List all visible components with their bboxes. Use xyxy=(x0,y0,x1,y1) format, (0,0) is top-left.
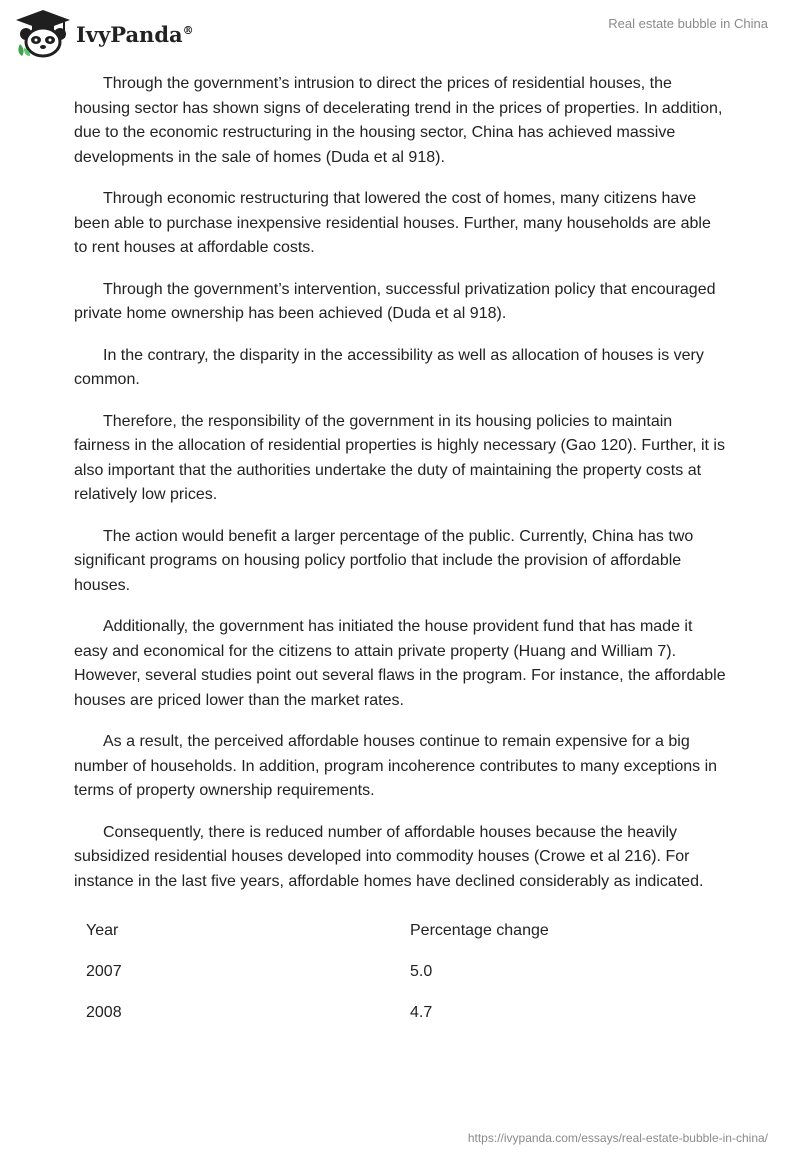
document-title: Real estate bubble in China xyxy=(608,16,768,31)
table-cell-year: 2007 xyxy=(86,962,122,980)
paragraph: Through the government’s intrusion to direct the prices of residential houses, the housing sector has shown signs of decelerating trend in the prices of properties. In addition, due to the economic restructuring in the housing sector, China has achieved massive developments in the sale of homes (Duda et al 918). xyxy=(74,75,723,166)
table-header-row xyxy=(74,910,726,951)
paragraph: Therefore, the responsibility of the government in its housing policies to maintain fairness in the allocation of residential properties is highly necessary (Gao 120). Further, it is also important that the authorities undertake the duty of maintaining the property costs at relatively low prices. xyxy=(74,412,725,503)
table-cell-year: 2008 xyxy=(86,1003,122,1021)
paragraph: The action would benefit a larger percentage of the public. Currently, China has two significant programs on housing policy portfolio that include the provision of affordable houses. xyxy=(74,527,694,594)
table-cell-percentage: 4.7 xyxy=(410,1003,433,1021)
table-row xyxy=(74,992,726,1033)
table-cell-percentage: 5.0 xyxy=(410,962,433,980)
registered-mark: ® xyxy=(182,23,194,37)
paragraph: Through the government’s intervention, successful privatization policy that encouraged private home ownership has been achieved (Duda et al 918). xyxy=(74,280,716,322)
brand-logo[interactable] xyxy=(14,8,194,58)
panda-graduate-icon xyxy=(14,8,72,58)
paragraph: Additionally, the government has initiated the house provident fund that has made it easy and economical for the citizens to attain private property (Huang and William 7). However, several studies point out several flaws in the program. For instance, the affordable houses are priced lower than the market rates. xyxy=(74,618,726,709)
paragraph: Through economic restructuring that lowered the cost of homes, many citizens have been able to purchase inexpensive residential houses. Further, many households are able to rent houses at affordable costs. xyxy=(74,190,711,256)
brand-name: IvyPanda® xyxy=(76,21,194,47)
paragraph: As a result, the perceived affordable houses continue to remain expensive for a big number of households. In addition, program incoherence contributes to many exceptions in terms of property ownership requirements. xyxy=(74,733,718,799)
affordable-homes-table xyxy=(74,910,726,1033)
source-url-link[interactable]: https://ivypanda.com/essays/real-estate-bubble-in-china/ xyxy=(467,1131,768,1145)
essay-body xyxy=(74,72,726,1033)
column-header-percentage: Percentage change xyxy=(410,921,549,939)
page-header xyxy=(0,0,800,70)
paragraph: In the contrary, the disparity in the accessibility as well as allocation of houses is very common. xyxy=(74,346,704,388)
column-header-year: Year xyxy=(86,921,119,939)
table-row xyxy=(74,951,726,992)
paragraph: Consequently, there is reduced number of affordable houses because the heavily subsidized residential houses developed into commodity houses (Crowe et al 216). For instance in the last five years, affordable homes have declined considerably as indicated. xyxy=(74,823,704,890)
